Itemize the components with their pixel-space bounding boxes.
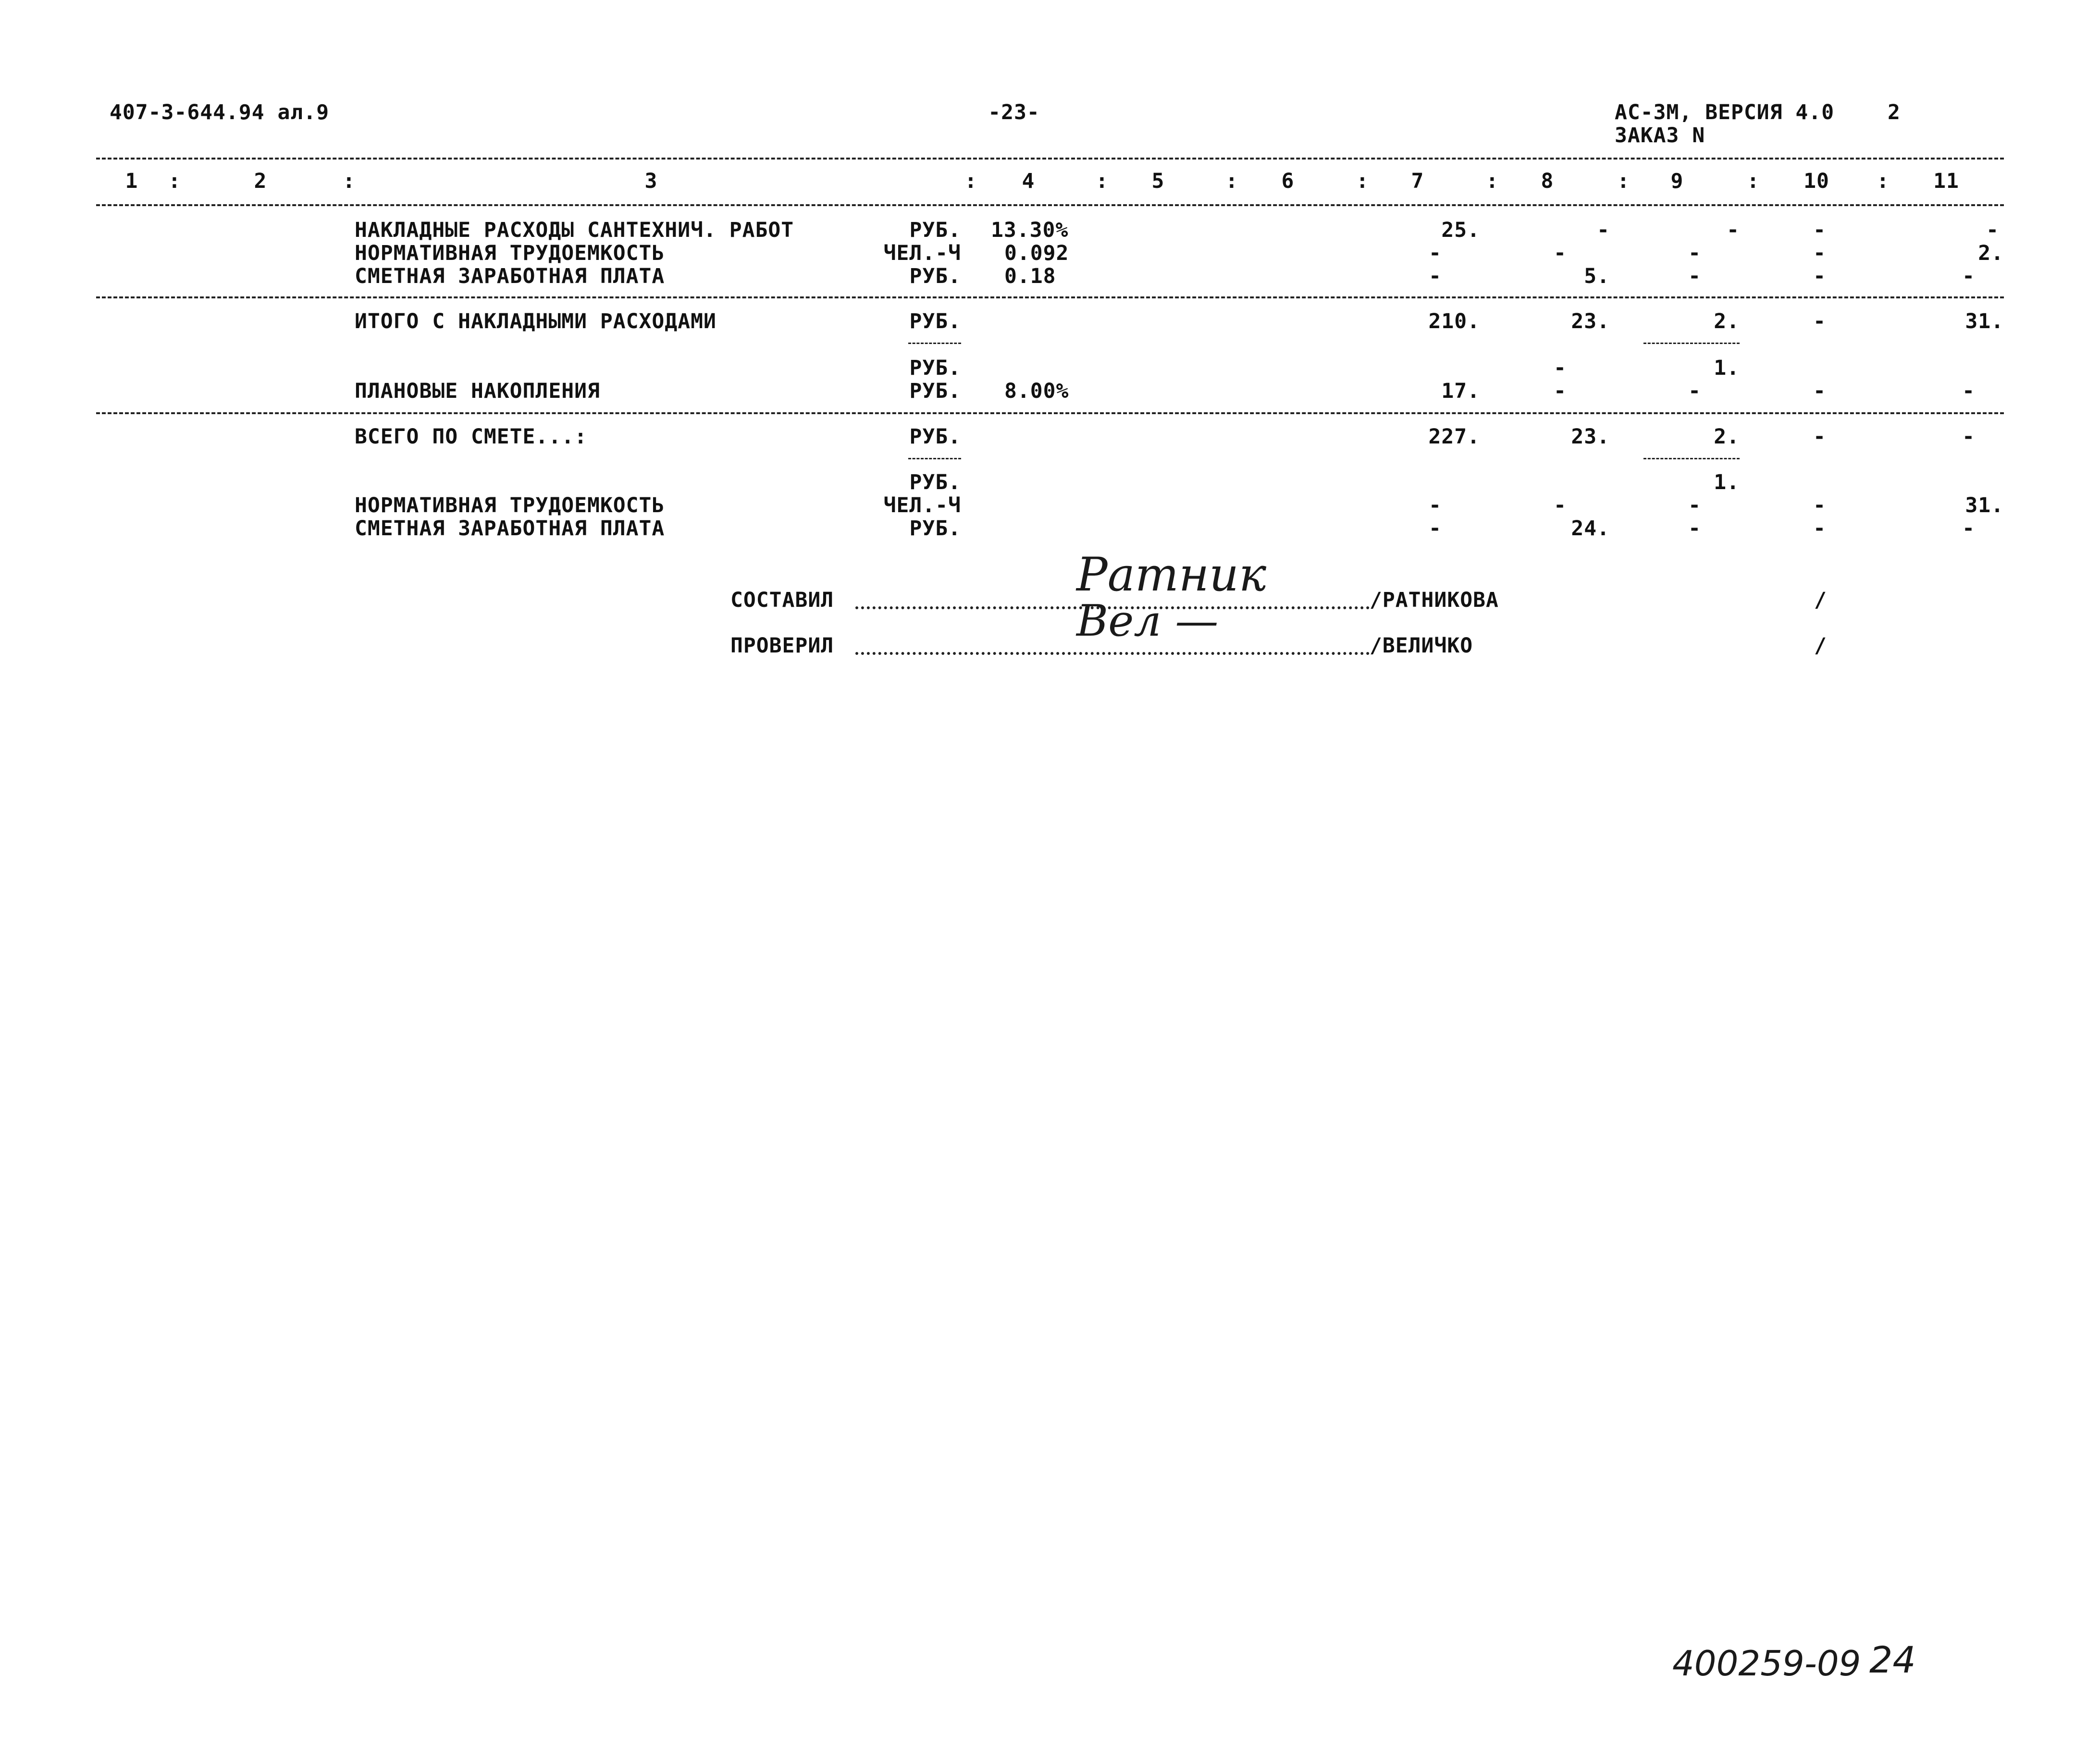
signature-label: СОСТАВИЛ <box>730 588 834 612</box>
row-col10: - <box>1813 379 1826 403</box>
row-unit: РУБ. <box>909 218 961 242</box>
row-col9: 2. <box>1714 309 1740 333</box>
row-col11: - <box>1962 517 1975 541</box>
row-col11: - <box>1962 264 1975 288</box>
row-unit: РУБ. <box>909 309 961 333</box>
row-col8: - <box>1554 241 1567 265</box>
row-col10: - <box>1813 264 1826 288</box>
column-header-8: 8 <box>1541 169 1554 193</box>
handwritten-signature: Ратник <box>1076 548 1267 602</box>
column-header-1: 1 <box>125 169 138 193</box>
row-col9: 1. <box>1714 356 1740 380</box>
column-separator: : <box>1747 169 1760 193</box>
row-name: НОРМАТИВНАЯ ТРУДОЕМКОСТЬ <box>355 241 665 265</box>
row-col11: - <box>1986 218 1999 242</box>
column-header-3: 3 <box>644 169 658 193</box>
signature-name: /РАТНИКОВА <box>1370 588 1499 612</box>
archive-stamp-number: 400259-09 <box>1672 1643 1861 1684</box>
row-col4: 0.092 <box>1004 241 1069 265</box>
row-col9: - <box>1688 493 1701 517</box>
row-col10: - <box>1813 241 1826 265</box>
row-col11: - <box>1962 425 1975 449</box>
row-col11: - <box>1962 379 1975 403</box>
row-col7: - <box>1429 241 1442 265</box>
column-separator: : <box>1877 169 1890 193</box>
row-unit: РУБ. <box>909 264 961 288</box>
row-col9: - <box>1688 264 1701 288</box>
row-col8: - <box>1554 356 1567 380</box>
column-header-5: 5 <box>1151 169 1165 193</box>
row-col8: 24. <box>1571 517 1610 541</box>
row-name: СМЕТНАЯ ЗАРАБОТНАЯ ПЛАТА <box>355 517 665 541</box>
row-col8: - <box>1554 379 1567 403</box>
row-col7: 210. <box>1428 309 1480 333</box>
row-name: НАКЛАДНЫЕ РАСХОДЫ САНТЕХНИЧ. РАБОТ <box>355 218 794 242</box>
column-separator: : <box>1225 169 1238 193</box>
row-col8: 23. <box>1571 425 1610 449</box>
row-col7: 25. <box>1441 218 1480 242</box>
header-bottom-rule <box>96 204 2004 206</box>
subtotal-rule <box>1643 343 1740 344</box>
signature-end-slash: / <box>1814 588 1827 612</box>
row-col8: - <box>1597 218 1610 242</box>
column-separator: : <box>343 169 356 193</box>
row-name: ПЛАНОВЫЕ НАКОПЛЕНИЯ <box>355 379 600 403</box>
row-col4: 0.18 <box>1004 264 1056 288</box>
column-header-4: 4 <box>1022 169 1035 193</box>
handwritten-signature: Вел — <box>1076 596 1219 646</box>
row-unit: РУБ. <box>909 379 961 403</box>
row-col10: - <box>1813 218 1826 242</box>
row-col8: - <box>1554 493 1567 517</box>
section-rule <box>96 296 2004 298</box>
row-col10: - <box>1813 517 1826 541</box>
row-unit: РУБ. <box>909 356 961 380</box>
row-col7: 227. <box>1428 425 1480 449</box>
column-separator: : <box>1486 169 1499 193</box>
row-col7: 17. <box>1441 379 1480 403</box>
column-separator: : <box>168 169 181 193</box>
row-col7: - <box>1429 264 1442 288</box>
table-top-rule <box>96 158 2004 160</box>
row-col8: 23. <box>1571 309 1610 333</box>
row-col9: - <box>1688 517 1701 541</box>
column-header-6: 6 <box>1281 169 1295 193</box>
order-label: ЗАКАЗ N <box>1615 123 1705 148</box>
row-col9: 2. <box>1714 425 1740 449</box>
row-col9: - <box>1688 241 1701 265</box>
row-col11: 2. <box>1978 241 2004 265</box>
row-unit: РУБ. <box>909 517 961 541</box>
column-header-9: 9 <box>1670 169 1684 193</box>
row-col9: - <box>1727 218 1740 242</box>
column-header-11: 11 <box>1933 169 1959 193</box>
signature-label: ПРОВЕРИЛ <box>730 634 834 658</box>
row-col11: 31. <box>1965 493 2004 517</box>
row-col7: - <box>1429 493 1442 517</box>
program-page: 2 <box>1888 100 1901 124</box>
subtotal-rule <box>908 458 961 459</box>
row-col7: - <box>1429 517 1442 541</box>
signature-end-slash: / <box>1814 634 1827 658</box>
column-separator: : <box>1617 169 1630 193</box>
row-col9: 1. <box>1714 470 1740 494</box>
row-col4: 13.30% <box>991 218 1069 242</box>
row-unit: РУБ. <box>909 425 961 449</box>
column-separator: : <box>1356 169 1369 193</box>
signature-name: /ВЕЛИЧКО <box>1370 634 1473 658</box>
section-rule <box>96 412 2004 414</box>
row-name: НОРМАТИВНАЯ ТРУДОЕМКОСТЬ <box>355 493 665 517</box>
program-version: АС-3М, ВЕРСИЯ 4.0 <box>1615 100 1835 124</box>
row-col10: - <box>1813 425 1826 449</box>
sheet-number: 24 <box>1869 1638 1916 1681</box>
column-separator: : <box>964 169 977 193</box>
column-separator: : <box>1096 169 1109 193</box>
row-unit: ЧЕЛ.-Ч <box>883 241 961 265</box>
subtotal-rule <box>1643 458 1740 459</box>
subtotal-rule <box>908 343 961 344</box>
row-col4: 8.00% <box>1004 379 1069 403</box>
row-col8: 5. <box>1584 264 1610 288</box>
signature-dots <box>855 652 1370 655</box>
column-header-2: 2 <box>254 169 267 193</box>
column-header-10: 10 <box>1804 169 1829 193</box>
row-col10: - <box>1813 493 1826 517</box>
row-name: ИТОГО С НАКЛАДНЫМИ РАСХОДАМИ <box>355 309 716 333</box>
page-number: -23- <box>988 100 1040 124</box>
row-name: ВСЕГО ПО СМЕТЕ...: <box>355 425 587 449</box>
column-header-7: 7 <box>1411 169 1424 193</box>
row-col10: - <box>1813 309 1826 333</box>
row-name: СМЕТНАЯ ЗАРАБОТНАЯ ПЛАТА <box>355 264 665 288</box>
document-code: 407-3-644.94 ал.9 <box>110 100 330 124</box>
row-unit: РУБ. <box>909 470 961 494</box>
row-col9: - <box>1688 379 1701 403</box>
row-unit: ЧЕЛ.-Ч <box>883 493 961 517</box>
row-col11: 31. <box>1965 309 2004 333</box>
